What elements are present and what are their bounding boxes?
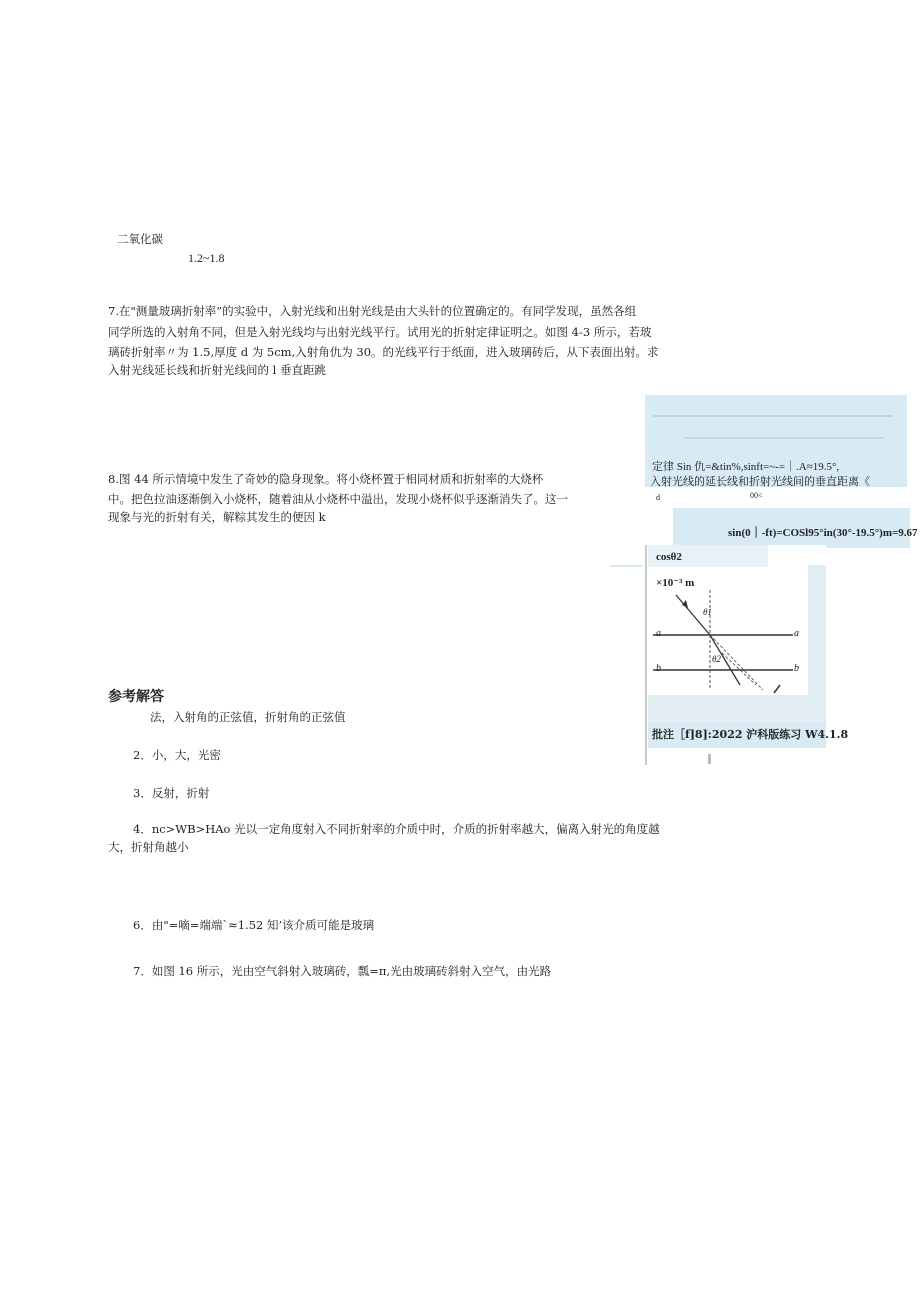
line-b-right-label: b bbox=[794, 663, 799, 674]
scan-strip-left bbox=[645, 545, 647, 765]
question-8-line-1: 8.图 44 所示情境中发生了奇妙的隐身现象。将小烧杯置于相同材质和折射率的大烧杯 bbox=[108, 472, 544, 486]
answer-3: 3．反射，折射 bbox=[133, 786, 210, 800]
gas-label: 二氧化碳 bbox=[117, 232, 163, 246]
theta-2-label: θ2 bbox=[712, 654, 721, 664]
theta-1-label: θ1 bbox=[703, 607, 712, 617]
question-8-line-3: 现象与光的折射有关，解粽其发生的便因 k bbox=[108, 510, 326, 524]
blurred-block bbox=[645, 395, 907, 457]
line-a-right-label: a bbox=[794, 628, 799, 639]
question-7-line-4: 入射光线延长线和折射光线间的 l 垂直距跳 bbox=[108, 363, 326, 377]
small-00: 00< bbox=[750, 491, 763, 500]
unit-label: ×10⁻³ m bbox=[656, 577, 695, 589]
answer-1: 法，入射角的正弦值，折射角的正弦值 bbox=[150, 710, 346, 724]
line-b-left-label: b bbox=[656, 663, 661, 674]
formula-line: sin(0｜-ft)=COSl95°in(30°-19.5°)m=9.67 bbox=[728, 527, 918, 539]
small-d: d bbox=[656, 493, 660, 502]
annotation-note: 批注［f]8]:2022 沪科版练习 W4.1.8 bbox=[652, 728, 849, 741]
distance-line: 入射光线的延长线和折射光线间的垂直距离《 bbox=[650, 475, 870, 488]
answer-4-line-1: 4．nc>WB>HAo 光以一定角度射入不同折射率的介质中时，介质的折射率越大，偏离入射光的角度越 bbox=[133, 822, 660, 836]
scan-mark bbox=[708, 754, 711, 764]
cos-label: cosθ2 bbox=[656, 551, 682, 563]
answers-heading: 参考解答 bbox=[108, 689, 164, 705]
answer-6: 6．由"=嘀=端端`≈1.52 知’该介质可能是玻璃 bbox=[133, 918, 375, 932]
range-value: 1.2~1.8 bbox=[188, 251, 225, 265]
refraction-diagram bbox=[648, 545, 826, 725]
diagram-fragment bbox=[648, 545, 826, 725]
answer-4-line-2: 大，折射角越小 bbox=[108, 840, 189, 854]
scan-strip-top bbox=[610, 565, 642, 567]
question-7-line-3: 璃砖折射率〃为 1.5,厚度 d 为 5cm,入射角仇为 30。的光线平行于纸面，进入玻璃砖后，从下表面出射。求 bbox=[108, 345, 659, 359]
answer-2: 2．小，大，光密 bbox=[133, 748, 221, 762]
line-a-left-label: a bbox=[656, 628, 661, 639]
question-7-line-2: 同学所选的入射角不同，但是入射光线均与出射光线平行。试用光的折射定律证明之。如图 4-3 所示，若玻 bbox=[108, 325, 652, 339]
question-8-line-2: 中。把色拉油逐渐倒入小烧杯，随着油从小烧杯中溢出，发现小烧杯似乎逐渐消失了。这一 bbox=[108, 492, 568, 506]
question-7-line-1: 7.在"测量玻璃折射率”的实验中，入射光线和出射光线是由大头针的位置确定的。有同学发现，虽然各组 bbox=[108, 304, 637, 318]
answer-7: 7．如图 16 所示，光由空气斜射入玻璃砖，瓢=π,光由玻璃砖斜射入空气，由光路 bbox=[133, 964, 552, 978]
law-line: 定律 Sin 仇=&tin%,sinft=~-=｜.A≈19.5°, bbox=[652, 461, 840, 473]
